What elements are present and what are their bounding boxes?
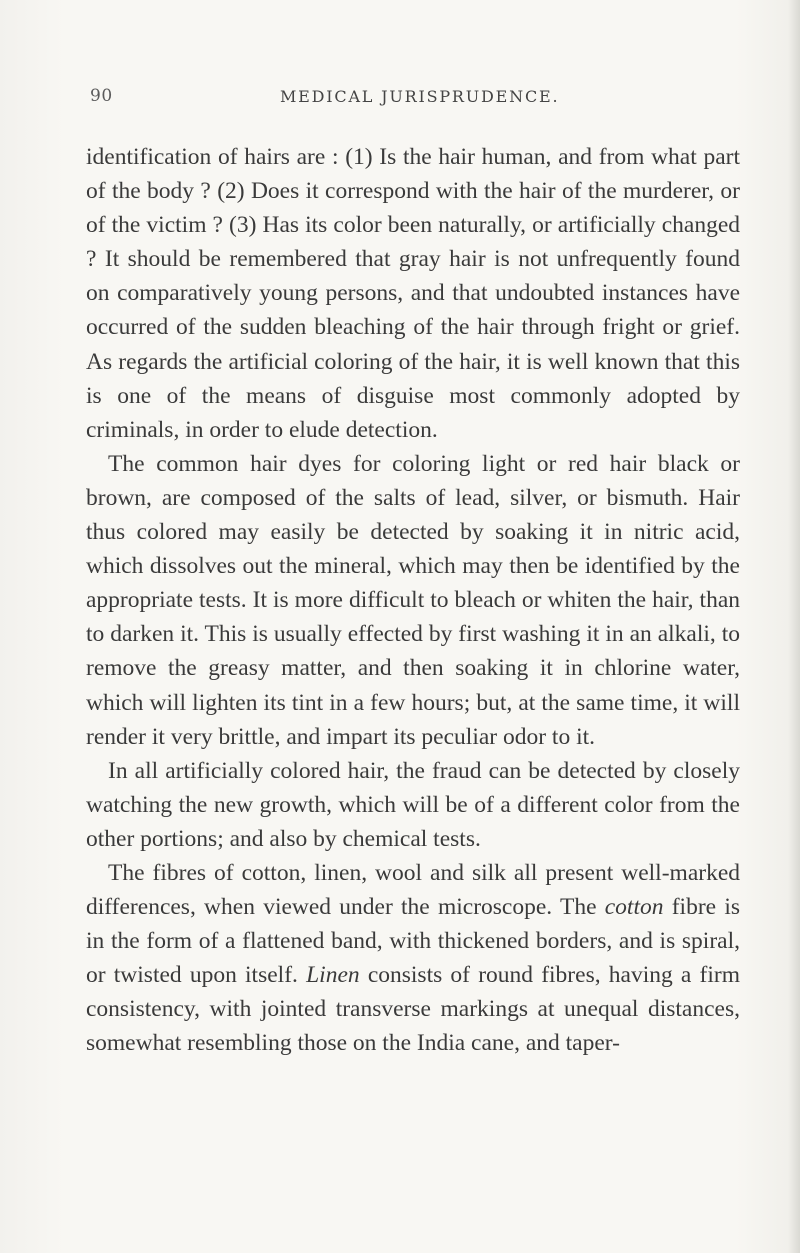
fibres-text-b: fibre is in the form of a flattened band, with thickened borders, and is spiral, or twisted upon itself. xyxy=(86,894,741,989)
paragraph-artificial-color: In all artificially colored hair, the fraud can be detected by closely watching the new growth, which will be of a different color from the other portions; and also by chemical tests. xyxy=(86,757,740,852)
running-head: MEDICAL JURISPRUDENCE. xyxy=(280,87,560,106)
fibres-text-a: The fibres of cotton, linen, wool and silk all present well-marked differences, when viewed under the microscope. The xyxy=(86,859,740,921)
fibres-text-c: consists of round fibres, having a firm consistency, with jointed transverse markings at unequal distances, somewhat resembling those on the India cane, and taper- xyxy=(86,962,741,1057)
paragraph-hair-identification: identification of hairs are : (1) Is the hair human, and from what part of the body ? (2) Does it correspond with the hair of the murderer, or of the victim ? (3) Has its color been naturally, or artificially changed ? It should be remembered that gray hair is not unfrequently found on comparatively young persons, and that undoubted instances have occurred of the sudden bleaching of the hair through fright or grief. As regards the artificial coloring of the hair, it is well known that this is one of the means of disguise most commonly adopted by criminals, in order to elude detection. xyxy=(86,144,740,443)
linen-term: Linen xyxy=(306,962,360,989)
page-number: 90 xyxy=(90,86,113,106)
cotton-term: cotton xyxy=(604,894,664,921)
page-edge-shadow xyxy=(788,0,800,1253)
paragraph-fibres xyxy=(86,856,740,1061)
page-header xyxy=(90,86,740,110)
paragraph-hair-dyes: The common hair dyes for coloring light or red hair black or brown, are composed of the salts of lead, silver, or bismuth. Hair thus colored may easily be detected by soaking it in nitric acid, which dissolves out the mineral, which may then be identified by the appropriate tests. It is more difficult to bleach or whiten the hair, than to darken it. This is usually effected by first washing it in an alkali, to remove the greasy matter, and then soaking it in chlorine water, which will lighten its tint in a few hours; but, at the same time, it will render it very brittle, and impart its peculiar odor to it. xyxy=(86,450,740,750)
body-text xyxy=(86,140,740,1061)
